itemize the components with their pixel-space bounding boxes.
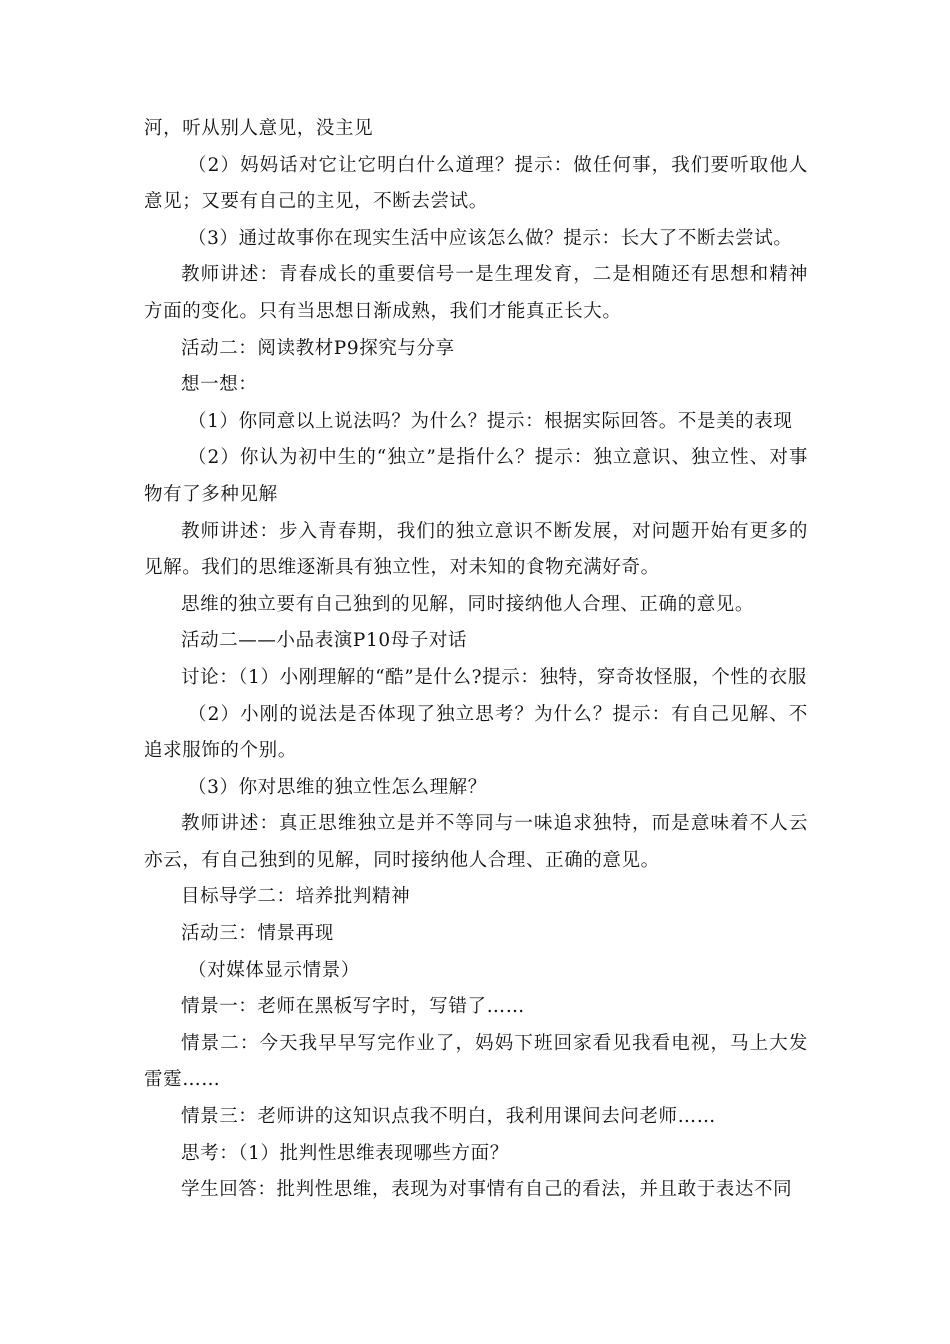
document-body (144, 111, 808, 1209)
paragraph-20: 情景二：今天我早早写完作业了，妈妈下班回家看见我看电视，马上大发雷霆…… (144, 1032, 808, 1091)
paragraph-14: （3）你对思维的独立性怎么理解？ (188, 776, 487, 798)
paragraph-7: （1）你同意以上说法吗？为什么？提示：根据实际回答。不是美的表现 (188, 410, 793, 432)
paragraph-8: （2）你认为初中生的“独立”是指什么？提示：独立意识、独立性、对事物有了多种见解 (144, 447, 808, 505)
paragraph-22: 思考：（1）批判性思维表现哪些方面？ (181, 1142, 509, 1164)
paragraph-16: 目标导学二：培养批判精神 (181, 886, 411, 908)
paragraph-1: 河，听从别人意见，没主见 (144, 118, 374, 139)
paragraph-21: 情景三：老师讲的这知识点我不明白，我利用课间去问老师…… (181, 1106, 716, 1128)
paragraph-6: 想一想： (181, 374, 258, 396)
paragraph-2: （2）妈妈话对它让它明白什么道理？提示：做任何事，我们要听取他人意见；又要有自己的主见，不断去尝试。 (144, 154, 808, 213)
paragraph-5: 活动二：阅读教材P9探究与分享 (181, 337, 455, 359)
paragraph-12: 讨论：（1）小刚理解的“酷”是什么?提示：独特，穿奇妆怪服，个性的衣服 (181, 666, 807, 688)
paragraph-4: 教师讲述：青春成长的重要信号一是生理发育，二是相随还有思想和精神方面的变化。只有当思想日渐成熟，我们才能真正长大。 (144, 264, 808, 322)
paragraph-23: 学生回答：批判性思维，表现为对事情有自己的看法，并且敢于表达不同 (181, 1179, 793, 1201)
paragraph-19: 情景一：老师在黑板写字时，写错了…… (181, 996, 525, 1018)
paragraph-13: （2）小刚的说法是否体现了独立思考？为什么？提示：有自己见解、不追求服饰的个别。 (144, 703, 808, 762)
paragraph-15: 教师讲述：真正思维独立是并不等同与一味追求独特，而是意味着不人云亦云，有自己独到的见解，同时接纳他人合理、正确的意见。 (144, 813, 808, 871)
paragraph-18: （对媒体显示情景） (188, 959, 360, 981)
paragraph-10: 思维的独立要有自己独到的见解，同时接纳他人合理、正确的意见。 (181, 593, 755, 615)
paragraph-17: 活动三：情景再现 (181, 923, 334, 945)
paragraph-9: 教师讲述：步入青春期，我们的独立意识不断发展，对问题开始有更多的见解。我们的思维逐渐具有独立性，对未知的食物充满好奇。 (144, 520, 808, 579)
paragraph-3: （3）通过故事你在现实生活中应该怎么做？提示：长大了不断去尝试。 (188, 227, 793, 249)
paragraph-11: 活动二——小品表演P10母子对话 (181, 630, 468, 652)
